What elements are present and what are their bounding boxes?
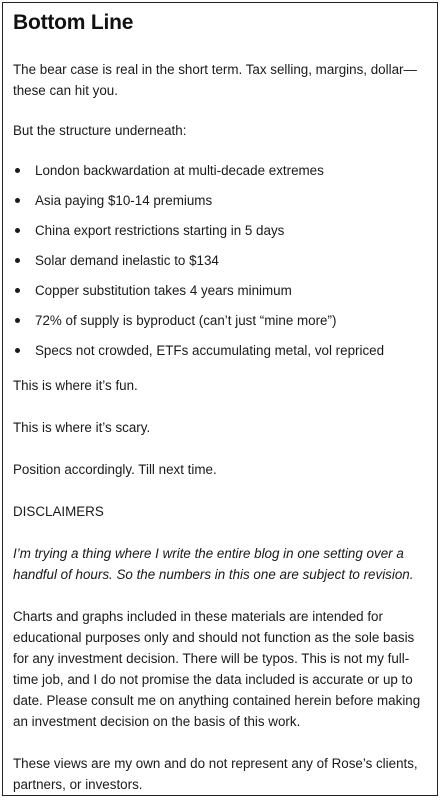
position-line: Position accordingly. Till next time. — [13, 462, 217, 477]
list-item — [13, 220, 427, 241]
list-item-text: 72% of supply is byproduct (can’t just “mine more”) — [35, 313, 337, 328]
list-item-text: London backwardation at multi-decade extremes — [35, 163, 324, 178]
list-item — [13, 340, 427, 361]
bullet-dot — [15, 288, 20, 293]
bullet-dot — [15, 258, 20, 263]
list-item — [13, 310, 427, 331]
bullet-list — [13, 160, 427, 361]
bullet-dot — [15, 198, 20, 203]
bullet-dot — [15, 168, 20, 173]
list-item-text: Asia paying $10-14 premiums — [35, 193, 213, 208]
fun-line: This is where it’s fun. — [13, 378, 138, 393]
list-item — [13, 190, 427, 211]
list-item-text: Copper substitution takes 4 years minimum — [35, 283, 292, 298]
list-item-text: Specs not crowded, ETFs accumulating metal, vol repriced — [35, 343, 385, 358]
list-item — [13, 250, 427, 271]
section-title: Bottom Line — [13, 11, 134, 34]
bullet-dot — [15, 318, 20, 323]
list-item-text: China export restrictions starting in 5 days — [35, 223, 285, 238]
intro-paragraph: The bear case is real in the short term. Tax selling, margins, dollar—these can hit you. — [13, 62, 417, 98]
disclaimers-heading: DISCLAIMERS — [13, 504, 104, 519]
views-disclaimer: These views are my own and do not represent any of Rose’s clients, partners, or investors. — [13, 756, 418, 792]
scary-line: This is where it’s scary. — [13, 420, 151, 435]
structure-lead: But the structure underneath: — [13, 123, 187, 138]
list-item — [13, 280, 427, 301]
bullet-dot — [15, 348, 20, 353]
italic-note: I’m trying a thing where I write the entire blog in one setting over a handful of hours. So the numbers in this one are subject to revision. — [13, 546, 414, 582]
bullet-dot — [15, 228, 20, 233]
charts-disclaimer: Charts and graphs included in these materials are intended for educational purposes only and should not function as the sole basis for any investment decision. There will be typos. This is not my full-time job, and I do not promise the data included is accurate or up to date. Please consult me on anything contained herein before making an investment decision on the basis of this work. — [13, 609, 421, 729]
article-frame — [2, 2, 438, 796]
list-item — [13, 160, 427, 181]
list-item-text: Solar demand inelastic to $134 — [35, 253, 219, 268]
